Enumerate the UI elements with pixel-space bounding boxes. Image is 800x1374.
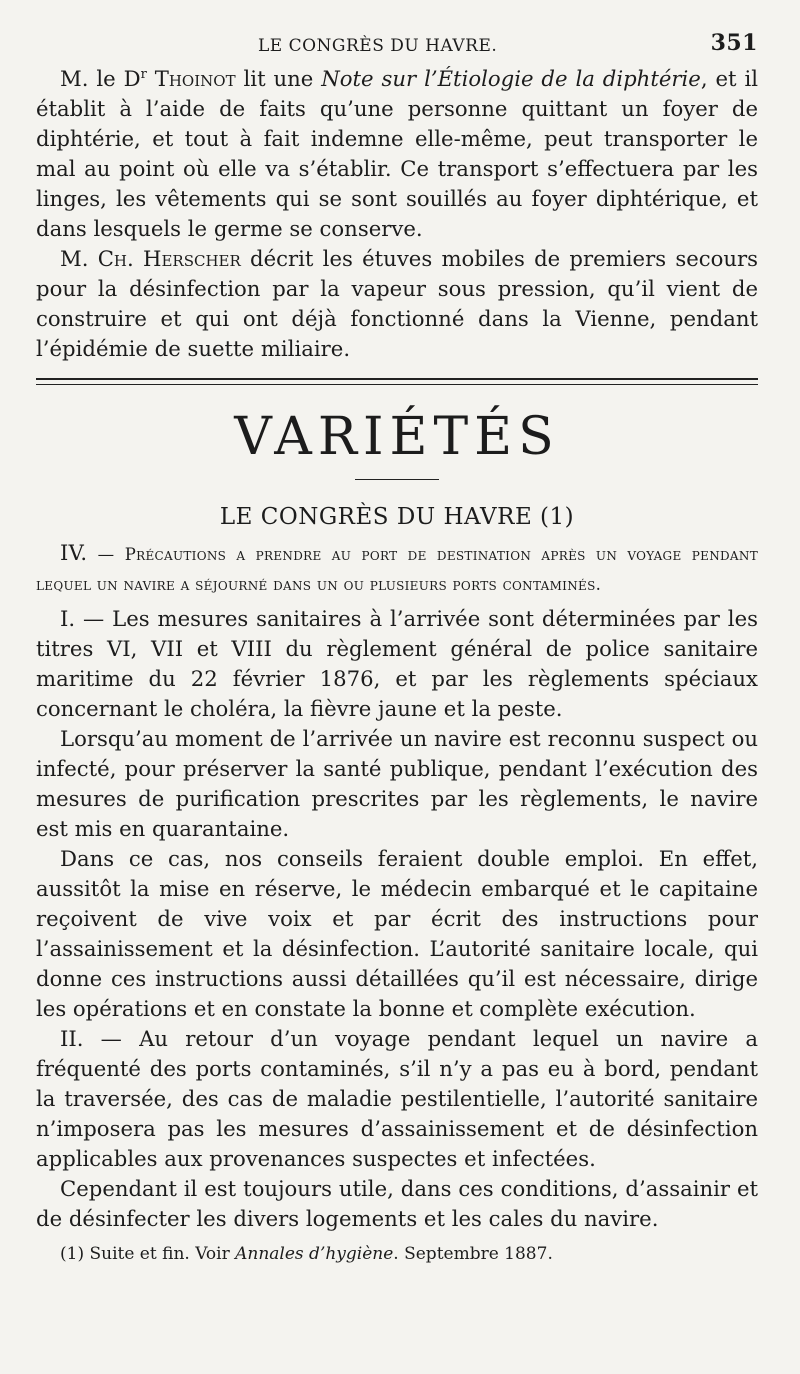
author-name-thoinot: Thoinot — [154, 66, 236, 92]
body-paragraph-3: Dans ce cas, nos conseils feraient double emploi. En effet, aussitôt la mise en réserve, le médecin embarqué et le capitaine reçoivent de vive voix et par écrit des instructions pour l’assainissement et la désinfection. L’autorité sanitaire locale, qui donne ces instructions aussi détaillées qu’il est nécessaire, dirige les opérations et en constate la bonne et complète exécution. — [36, 846, 758, 1022]
author-name-herscher: Ch. Herscher — [97, 246, 241, 272]
intro-p1-sup: r — [140, 67, 147, 82]
section-divider — [36, 378, 758, 385]
subsection-heading-text: — Précautions a prendre au port de destination après un voyage pendant lequel un navire a séjourné dans un ou plusieurs ports contaminés. — [36, 545, 758, 595]
body-paragraph-4: II. — Au retour d’un voyage pendant lequel un navire a fréquenté des ports contaminés, s’il n’y a pas eu à bord, pendant la traversée, des cas de maladie pestilentielle, l’autorité sanitaire n’imposera pas les mesures d’assainissement et de désinfection applicables aux provenances suspectes et infectées. — [36, 1026, 758, 1172]
footnote-journal: Annales d’hygiène — [235, 1244, 394, 1265]
running-title: LE CONGRÈS DU HAVRE. — [258, 36, 498, 56]
page-number: 351 — [710, 30, 758, 56]
intro-p1-mid: lit une — [235, 66, 322, 92]
intro-p1-prefix: M. le D — [60, 66, 141, 92]
footnote-suffix: . Septembre 1887. — [393, 1244, 553, 1265]
section-title: VARIÉTÉS — [234, 407, 560, 468]
footnote — [36, 1242, 758, 1266]
intro-paragraph-herscher — [36, 244, 758, 364]
title-underline — [355, 479, 439, 480]
intro-p1-rest: , et il établit à l’aide de faits qu’une personne quittant un foyer de diphtérie, et tout à fait indemne elle-même, peut transporter le mal au point où elle va s’établir. Ce transport s’effectuera par les linges, les vêtements qui se sont souillés au foyer diphtérique, et dans lesquels le germe se conserve. — [36, 66, 759, 242]
intro-p2-prefix: M. — [60, 246, 98, 272]
article-title: LE CONGRÈS DU HAVRE (1) — [219, 504, 575, 531]
book-page — [36, 30, 758, 1266]
running-head — [36, 30, 758, 60]
body-paragraph-2: Lorsqu’au moment de l’arrivée un navire est reconnu suspect ou infecté, pour préserver la santé publique, pendant l’exécution des mesures de purification prescrites par les règlements, le navire est mis en quarantaine. — [36, 726, 758, 842]
intro-p2-rest: décrit les étuves mobiles de premiers secours pour la désinfection par la vapeur sous pression, qu’il vient de construire et qui ont déjà fonctionné dans la Vienne, pendant l’épidémie de suette miliaire. — [36, 246, 759, 362]
body-paragraph-1: I. — Les mesures sanitaires à l’arrivée sont déterminées par les titres VI, VII et VIII du règlement général de police sanitaire maritime du 22 février 1876, et par les règlements spéciaux concernant le choléra, la fièvre jaune et la peste. — [36, 606, 758, 722]
subsection-heading — [36, 538, 758, 600]
intro-paragraph-thoinot — [36, 60, 758, 244]
footnote-prefix: (1) Suite et fin. Voir — [60, 1244, 236, 1265]
paper-title: Note sur l’Étiologie de la diphtérie — [321, 66, 701, 92]
body-paragraph-5: Cependant il est toujours utile, dans ces conditions, d’assainir et de désinfecter les divers logements et les cales du navire. — [36, 1176, 758, 1232]
subsection-number: IV. — [60, 541, 88, 566]
